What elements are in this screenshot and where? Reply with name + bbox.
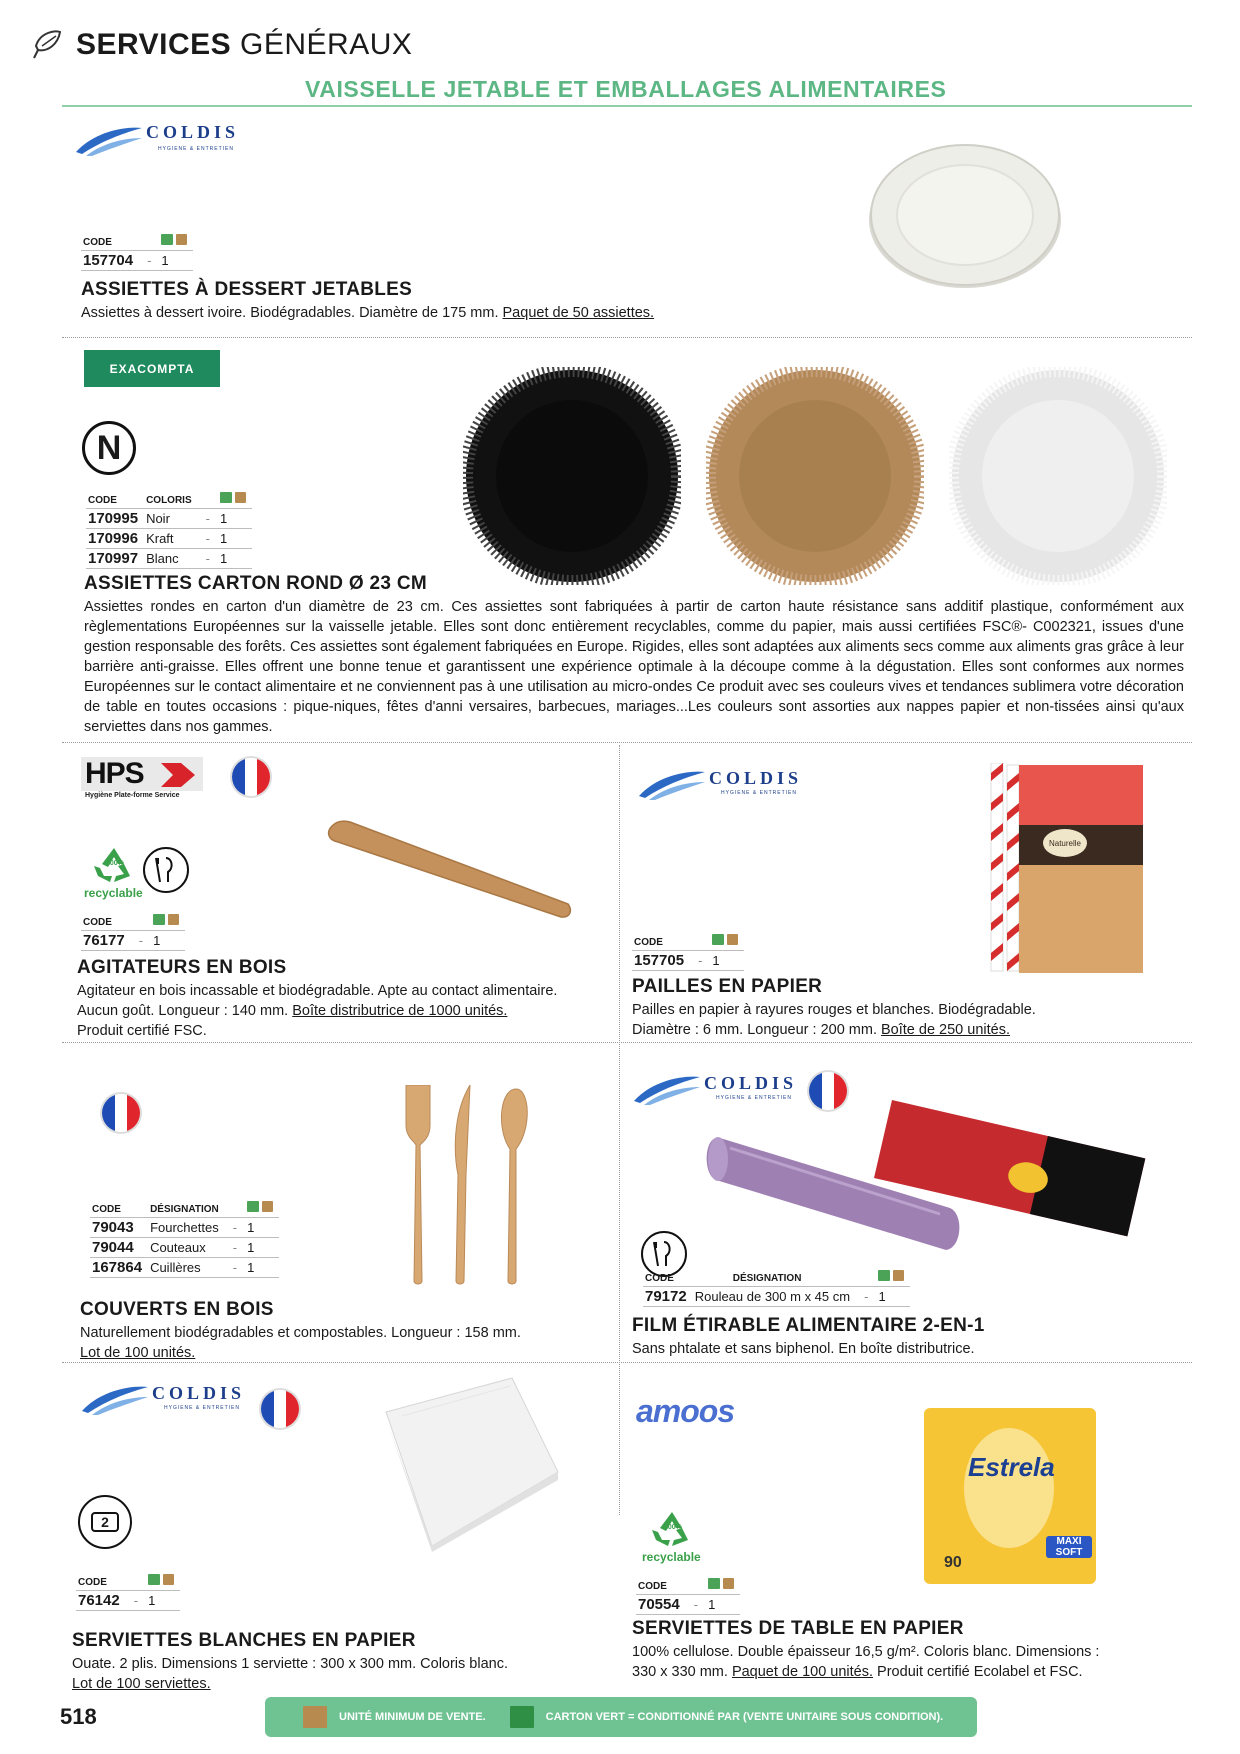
carton-icon: [176, 234, 187, 245]
product-title: FILM ÉTIRABLE ALIMENTAIRE 2-EN-1: [632, 1315, 985, 1336]
coldis-logo: COLDIS HYGIENE & ENTRETIEN: [637, 762, 807, 802]
product-description: 100% cellulose. Double épaisseur 16,5 g/m². Coloris blanc. Dimensions : 330 x 330 mm. Paquet de 100 unités. Produit certifié Ecolabel et FSC.: [632, 1644, 1100, 1680]
wood-cutlery-image: [400, 1085, 542, 1285]
code-table-70554: CODE 70554 - 1: [636, 1576, 740, 1615]
green-box-icon: [712, 934, 724, 945]
france-flag-icon: [102, 1094, 140, 1132]
coldis-swoosh-icon: [80, 1381, 150, 1417]
white-plate-image: [949, 367, 1167, 585]
recyclable-badge: 100% recyclable: [642, 1510, 702, 1566]
coldis-swoosh-icon: [637, 766, 707, 802]
header-rule: [62, 105, 1192, 107]
product-description: Ouate. 2 plis. Dimensions 1 serviette : 300 x 300 mm. Coloris blanc. Lot de 100 serviettes.: [72, 1656, 508, 1692]
separator: [62, 1042, 1192, 1043]
kraft-plate-image: [706, 367, 924, 585]
coldis-logo: COLDIS HYGIENE & ENTRETIEN: [74, 118, 244, 158]
carton-icon: [893, 1270, 904, 1281]
product-description: Pailles en papier à rayures rouges et blanches. Biodégradable. Diamètre : 6 mm. Longueur : 200 mm. Boîte de 250 unités.: [632, 1002, 1036, 1038]
product-description: Sans phtalate et sans biphenol. En boîte distributrice.: [632, 1341, 975, 1357]
amoos-logo: amoos: [636, 1393, 735, 1429]
product-description: Assiettes rondes en carton d'un diamètre de 23 cm. Ces assiettes sont fabriquées à partir de carton haute résistance sans additif plastique, conformément aux règlementations Européennes sur la vaisselle jetable. Elles sont donc entièrement recyclables, comme du papier, mais aussi certifiées FSC®- C002321, issues d'une gestion responsable des forêts. Ces assiettes sont également fabriquées en Europe. Rigides, elles sont adaptées aux aliments secs comme aux aliments gras grâce à leur barrière anti-graisse. Elles offrent une bonne tenue et garantissent une expérience optimale à la découpe comme à la dégustation. Elles sont conformes aux normes Européennes sur le contact alimentaire et ne conviennent pas à une utilisation au micro-ondes Ce produit avec ses couleurs vives et tendances sublimera votre décoration de table en toutes occasions : pique-niques, fêtes d'anni versaires, barbecues, mariages...Les couleurs sont assorties aux nappes papier et non-tissées ainsi qu'aux serviettes dans nos gammes.: [84, 599, 1184, 735]
product-description: Naturellement biodégradables et compostables. Longueur : 158 mm. Lot de 100 unités.: [80, 1325, 521, 1361]
page-header-title: SERVICES GÉNÉRAUX: [76, 28, 413, 61]
france-flag-icon: [809, 1072, 847, 1110]
code-table-157704: CODE 157704 - 1: [81, 232, 193, 271]
black-plate-image: [463, 367, 681, 585]
dessert-plate-image: [865, 125, 1065, 290]
napkin-pack-image: Estrela MAXI SOFT 90: [924, 1408, 1096, 1584]
france-flag-icon: [232, 758, 270, 796]
code-table-assiettes-carton: CODE COLORIS 170995 Noir - 1 170996 Kraft - 1 170997 Blanc - 1: [86, 490, 252, 569]
separator: [62, 742, 1192, 743]
white-napkins-image: [382, 1376, 562, 1556]
separator: [62, 337, 1192, 338]
exacompta-logo: EXACOMPTA: [84, 350, 220, 387]
new-badge: N: [82, 421, 136, 475]
carton-icon: [235, 492, 246, 503]
leaf-logo-icon: [32, 26, 64, 62]
product-description: Agitateur en bois incassable et biodégradable. Apte au contact alimentaire. Aucun goût. Longueur : 140 mm. Boîte distributrice de 1000 unités. Produit certifié FSC.: [77, 983, 558, 1039]
code-table-157705: CODE 157705 - 1: [632, 932, 744, 971]
product-title: AGITATEURS EN BOIS: [77, 957, 287, 978]
legend-bar: UNITÉ MINIMUM DE VENTE. CARTON VERT = CONDITIONNÉ PAR (VENTE UNITAIRE SOUS CONDITION).: [265, 1697, 977, 1737]
france-flag-icon: [261, 1390, 299, 1428]
code-table-couverts: CODE DÉSIGNATION 79043 Fourchettes - 1 79044 Couteaux - 1 167864 Cuillères - 1: [90, 1199, 279, 1278]
code-table-76142: CODE 76142 - 1: [76, 1572, 180, 1611]
coldis-swoosh-icon: [74, 122, 144, 158]
separator: [62, 1362, 1192, 1363]
green-box-icon: [153, 914, 165, 925]
food-contact-icon: [142, 846, 190, 894]
green-box-icon: [220, 492, 232, 503]
page-number: 518: [60, 1704, 97, 1729]
green-box-icon: [148, 1574, 160, 1585]
green-box-icon: [247, 1201, 259, 1212]
carton-icon: [723, 1578, 734, 1589]
product-title: PAILLES EN PAPIER: [632, 976, 823, 997]
coldis-logo: COLDIS HYGIENE & ENTRETIEN: [80, 1377, 250, 1417]
product-title: ASSIETTES À DESSERT JETABLES: [81, 279, 413, 300]
coldis-logo: COLDIS HYGIENE & ENTRETIEN: [632, 1067, 802, 1107]
product-title: COUVERTS EN BOIS: [80, 1299, 274, 1320]
green-box-icon: [510, 1706, 534, 1728]
product-description: Assiettes à dessert ivoire. Biodégradables. Diamètre de 175 mm. Paquet de 50 assiettes.: [81, 305, 655, 321]
product-title: SERVIETTES DE TABLE EN PAPIER: [632, 1618, 964, 1639]
wood-stirrer-image: [322, 812, 574, 932]
green-box-icon: [708, 1578, 720, 1589]
hps-arrow-icon: [161, 763, 195, 787]
carton-icon: [163, 1574, 174, 1585]
recyclable-badge: 100% recyclable: [84, 846, 144, 902]
straw-box-image: Naturelle: [1019, 765, 1143, 973]
column-separator: [619, 745, 620, 1515]
code-table-76177: CODE 76177 - 1: [81, 912, 185, 951]
product-title: ASSIETTES CARTON ROND Ø 23 CM: [84, 573, 427, 594]
hps-logo: HPS Hygiène Plate-forme Service: [81, 757, 203, 803]
green-box-icon: [161, 234, 173, 245]
carton-icon: [168, 914, 179, 925]
carton-icon: [303, 1706, 327, 1728]
two-ply-badge: 2: [78, 1495, 132, 1549]
carton-icon: [727, 934, 738, 945]
section-title: VAISSELLE JETABLE ET EMBALLAGES ALIMENTAIRES: [305, 76, 947, 102]
coldis-swoosh-icon: [632, 1071, 702, 1107]
green-box-icon: [878, 1270, 890, 1281]
carton-icon: [262, 1201, 273, 1212]
product-title: SERVIETTES BLANCHES EN PAPIER: [72, 1630, 416, 1651]
code-table-79172: CODE DÉSIGNATION 79172 Rouleau de 300 m x 45 cm - 1: [643, 1268, 910, 1307]
